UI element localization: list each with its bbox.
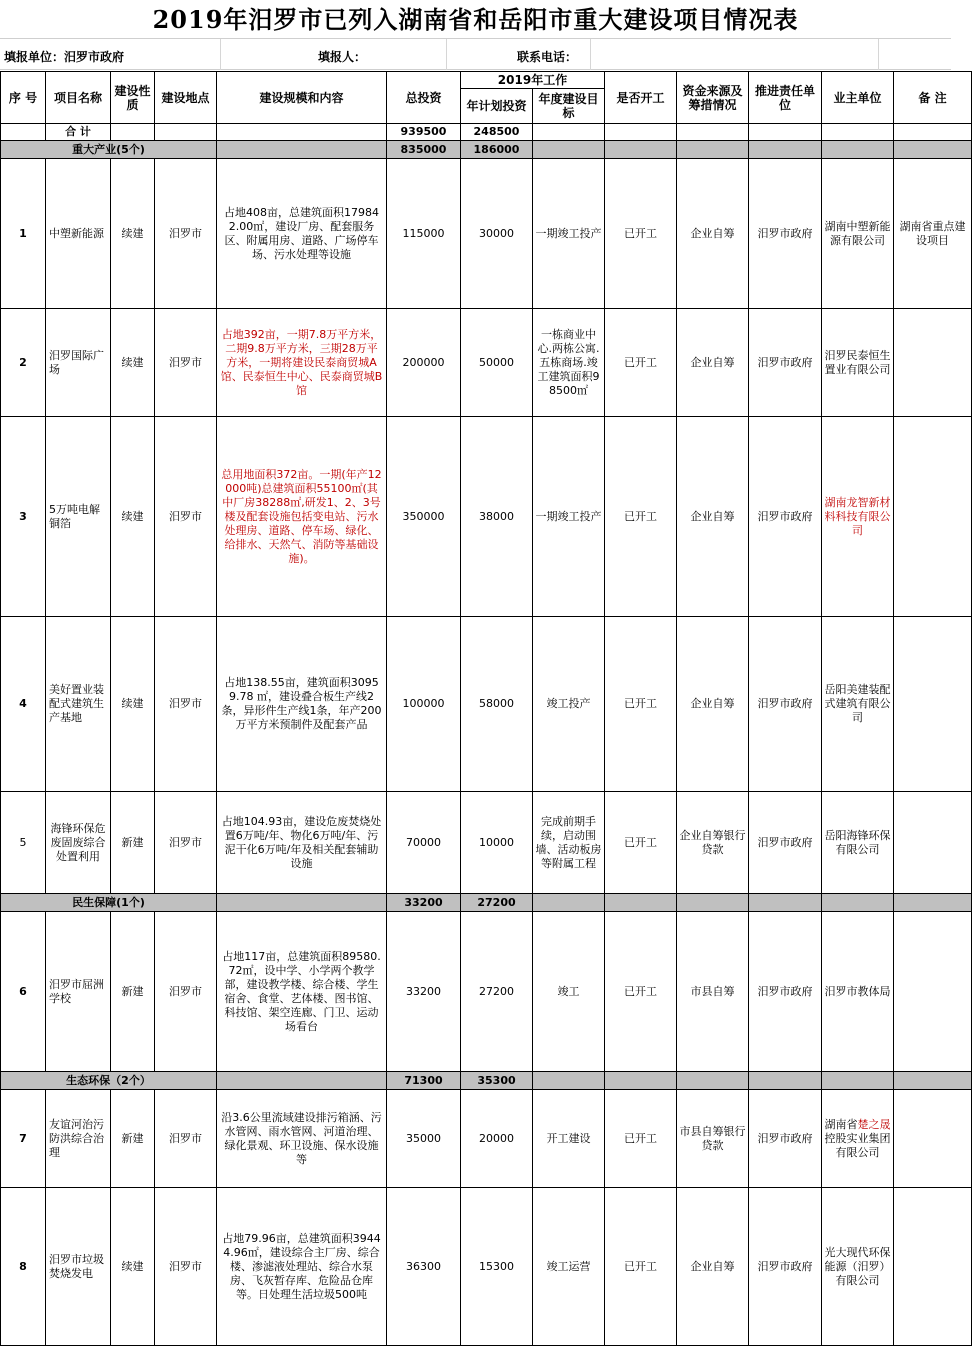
- project-remark: [894, 617, 972, 792]
- table-row: [1, 1090, 972, 1188]
- project-started: 已开工: [605, 792, 677, 894]
- project-location: 汨罗市: [155, 617, 217, 792]
- header-remark: 备 注: [894, 72, 972, 124]
- total-label: 合 计: [46, 124, 111, 141]
- project-scale: 沿3.6公里流域建设排污箱涵、污水管网、雨水管网、河道治理、绿化景观、环卫设施、保水设施等: [217, 1090, 387, 1188]
- table-row: [1, 617, 972, 792]
- category-plan: 186000: [461, 141, 533, 159]
- category-label: 民生保障(1个): [1, 894, 217, 912]
- project-name: 海锋环保危废固废综合处置利用: [46, 792, 111, 894]
- category-label: 重大产业(5个): [1, 141, 217, 159]
- project-started: 已开工: [605, 912, 677, 1072]
- total-row: [1, 124, 972, 141]
- filing-unit: 填报单位：汨罗市政府: [4, 50, 125, 64]
- project-seq: 1: [1, 159, 46, 309]
- project-target: 竣工运营: [533, 1188, 605, 1346]
- project-remark: [894, 309, 972, 417]
- header-nature: 建设性质: [111, 72, 155, 124]
- project-total: 70000: [387, 792, 461, 894]
- category-total: 835000: [387, 141, 461, 159]
- project-plan: 27200: [461, 912, 533, 1072]
- project-scale: 占地408亩，总建筑面积179842.00㎡，建设厂房、配套服务区、附属用房、道路、广场停车场、污水处理等设施: [217, 159, 387, 309]
- project-nature: 新建: [111, 792, 155, 894]
- project-seq: 7: [1, 1090, 46, 1188]
- table-row: [1, 309, 972, 417]
- project-target: 一期竣工投产: [533, 417, 605, 617]
- category-plan: 35300: [461, 1072, 533, 1090]
- project-fund: 市县自筹: [677, 912, 749, 1072]
- header-name: 项目名称: [46, 72, 111, 124]
- header-target: 年度建设目标: [533, 89, 605, 124]
- category-plan: 27200: [461, 894, 533, 912]
- project-location: 汨罗市: [155, 792, 217, 894]
- project-plan: 58000: [461, 617, 533, 792]
- table-row: [1, 792, 972, 894]
- header-total: 总投资: [387, 72, 461, 124]
- project-remark: [894, 1090, 972, 1188]
- project-owner: 汨罗民泰恒生置业有限公司: [822, 309, 894, 417]
- header-started: 是否开工: [605, 72, 677, 124]
- project-scale: 占地79.96亩，总建筑面积39444.96㎡，建设综合主厂房、综合楼、渗滤液处理站、综合水泵房、飞灰暂存库、危险品仓库等。日处理生活垃圾500吨: [217, 1188, 387, 1346]
- project-location: 汨罗市: [155, 912, 217, 1072]
- project-remark: [894, 1188, 972, 1346]
- table-row: [1, 417, 972, 617]
- project-plan: 20000: [461, 1090, 533, 1188]
- project-fund: 企业自筹银行贷款: [677, 792, 749, 894]
- project-remark: 湖南省重点建设项目: [894, 159, 972, 309]
- project-nature: 新建: [111, 1090, 155, 1188]
- total-investment: 939500: [387, 124, 461, 141]
- project-name: 友谊河治污防洪综合治理: [46, 1090, 111, 1188]
- project-name: 5万吨电解铜箔: [46, 417, 111, 617]
- project-started: 已开工: [605, 417, 677, 617]
- project-location: 汨罗市: [155, 1188, 217, 1346]
- header-fund: 资金来源及筹措情况: [677, 72, 749, 124]
- project-nature: 续建: [111, 309, 155, 417]
- project-responsible: 汨罗市政府: [749, 912, 822, 1072]
- project-location: 汨罗市: [155, 159, 217, 309]
- project-seq: 2: [1, 309, 46, 417]
- project-scale: 占地117亩，总建筑面积89580.72㎡，设中学、小学两个教学部，建设教学楼、综合楼、学生宿舍、食堂、艺体楼、图书馆、科技馆、架空连廊、门卫、运动场看台: [217, 912, 387, 1072]
- project-target: 竣工投产: [533, 617, 605, 792]
- header-plan: 年计划投资: [461, 89, 533, 124]
- header-location: 建设地点: [155, 72, 217, 124]
- project-nature: 续建: [111, 1188, 155, 1346]
- project-seq: 5: [1, 792, 46, 894]
- project-started: 已开工: [605, 1090, 677, 1188]
- owner-highlight: 楚之晟: [857, 1117, 891, 1131]
- header-seq: 序 号: [1, 72, 46, 124]
- project-started: 已开工: [605, 1188, 677, 1346]
- project-plan: 50000: [461, 309, 533, 417]
- project-seq: 4: [1, 617, 46, 792]
- header-responsible: 推进责任单位: [749, 72, 822, 124]
- project-total: 33200: [387, 912, 461, 1072]
- project-scale: 占地392亩，一期7.8万平方米，二期9.8万平方米，三期28万平方米，一期将建设民泰商贸城A馆、民泰恒生中心、民泰商贸城B馆: [217, 309, 387, 417]
- project-responsible: 汨罗市政府: [749, 1188, 822, 1346]
- project-nature: 续建: [111, 159, 155, 309]
- project-nature: 新建: [111, 912, 155, 1072]
- category-row: [1, 894, 972, 912]
- project-responsible: 汨罗市政府: [749, 1090, 822, 1188]
- project-name: 汨罗市垃圾焚烧发电: [46, 1188, 111, 1346]
- owner-part: 控股实业集团有限公司: [824, 1131, 891, 1159]
- project-started: 已开工: [605, 159, 677, 309]
- project-scale: 占地104.93亩，建设危废焚烧处置6万吨/年、物化6万吨/年、污泥干化6万吨/年及相关配套辅助设施: [217, 792, 387, 894]
- project-responsible: 汨罗市政府: [749, 417, 822, 617]
- project-target: 竣工: [533, 912, 605, 1072]
- category-total: 33200: [387, 894, 461, 912]
- project-target: 一栋商业中心.两栋公寓.五栋商场.竣工建筑面积98500㎡: [533, 309, 605, 417]
- project-started: 已开工: [605, 309, 677, 417]
- project-total: 350000: [387, 417, 461, 617]
- project-fund: 企业自筹: [677, 159, 749, 309]
- project-total: 35000: [387, 1090, 461, 1188]
- project-fund: 企业自筹: [677, 1188, 749, 1346]
- project-scale: 占地138.55亩，建筑面积30959.78 ㎡，建设叠合板生产线2条，异形件生产线1条，年产200万平方米预制件及配套产品: [217, 617, 387, 792]
- project-owner: 汨罗市教体局: [822, 912, 894, 1072]
- category-row: [1, 141, 972, 159]
- header-work2019: 2019年工作: [461, 72, 605, 89]
- project-location: 汨罗市: [155, 417, 217, 617]
- project-location: 汨罗市: [155, 309, 217, 417]
- project-scale: 总用地面积372亩。一期(年产12000吨)总建筑面积55100㎡(其中厂房38288㎡,研发1、2、3号楼及配套设施包括变电站、污水处理房、道路、停车场、绿化、给排水、天然气、消防等基础设施)。: [217, 417, 387, 617]
- project-target: 开工建设: [533, 1090, 605, 1188]
- project-seq: 6: [1, 912, 46, 1072]
- project-remark: [894, 417, 972, 617]
- project-plan: 30000: [461, 159, 533, 309]
- project-owner: 岳阳美建装配式建筑有限公司: [822, 617, 894, 792]
- contact-phone: 联系电话：: [517, 50, 578, 64]
- project-started: 已开工: [605, 617, 677, 792]
- project-plan: 15300: [461, 1188, 533, 1346]
- category-total: 71300: [387, 1072, 461, 1090]
- project-responsible: 汨罗市政府: [749, 159, 822, 309]
- owner-part: 湖南省: [824, 1117, 858, 1131]
- project-remark: [894, 912, 972, 1072]
- project-plan: 38000: [461, 417, 533, 617]
- project-seq: 3: [1, 417, 46, 617]
- project-total: 100000: [387, 617, 461, 792]
- category-label: 生态环保（2个）: [1, 1072, 217, 1090]
- project-fund: 企业自筹: [677, 417, 749, 617]
- project-target: 一期竣工投产: [533, 159, 605, 309]
- project-owner: 光大现代环保能源（汨罗）有限公司: [822, 1188, 894, 1346]
- project-total: 115000: [387, 159, 461, 309]
- project-total: 200000: [387, 309, 461, 417]
- header-scale: 建设规模和内容: [217, 72, 387, 124]
- project-name: 中塑新能源: [46, 159, 111, 309]
- project-seq: 8: [1, 1188, 46, 1346]
- project-owner: 湖南龙智新材料科技有限公司: [822, 417, 894, 617]
- project-owner: 岳阳海锋环保有限公司: [822, 792, 894, 894]
- project-nature: 续建: [111, 617, 155, 792]
- project-fund: 企业自筹: [677, 309, 749, 417]
- projects-table: [0, 71, 972, 1346]
- project-nature: 续建: [111, 417, 155, 617]
- page-title: 2019年汨罗市已列入湖南省和岳阳市重大建设项目情况表: [152, 5, 799, 34]
- project-fund: 企业自筹: [677, 617, 749, 792]
- header-owner: 业主单位: [822, 72, 894, 124]
- table-row: [1, 912, 972, 1072]
- project-name: 美好置业装配式建筑生产基地: [46, 617, 111, 792]
- project-name: 汨罗国际广场: [46, 309, 111, 417]
- total-plan: 248500: [461, 124, 533, 141]
- project-plan: 10000: [461, 792, 533, 894]
- category-row: [1, 1072, 972, 1090]
- project-remark: [894, 792, 972, 894]
- project-owner: 湖南中塑新能源有限公司: [822, 159, 894, 309]
- filler: 填报人：: [318, 50, 367, 64]
- table-row: [1, 159, 972, 309]
- project-target: 完成前期手续，启动围墙、活动板房等附属工程: [533, 792, 605, 894]
- project-total: 36300: [387, 1188, 461, 1346]
- table-row: [1, 1188, 972, 1346]
- project-responsible: 汨罗市政府: [749, 309, 822, 417]
- project-name: 汨罗市屈洲学校: [46, 912, 111, 1072]
- project-fund: 市县自筹银行贷款: [677, 1090, 749, 1188]
- project-responsible: 汨罗市政府: [749, 792, 822, 894]
- project-responsible: 汨罗市政府: [749, 617, 822, 792]
- form-info-bar: [0, 38, 951, 70]
- project-location: 汨罗市: [155, 1090, 217, 1188]
- project-owner: [822, 1090, 894, 1188]
